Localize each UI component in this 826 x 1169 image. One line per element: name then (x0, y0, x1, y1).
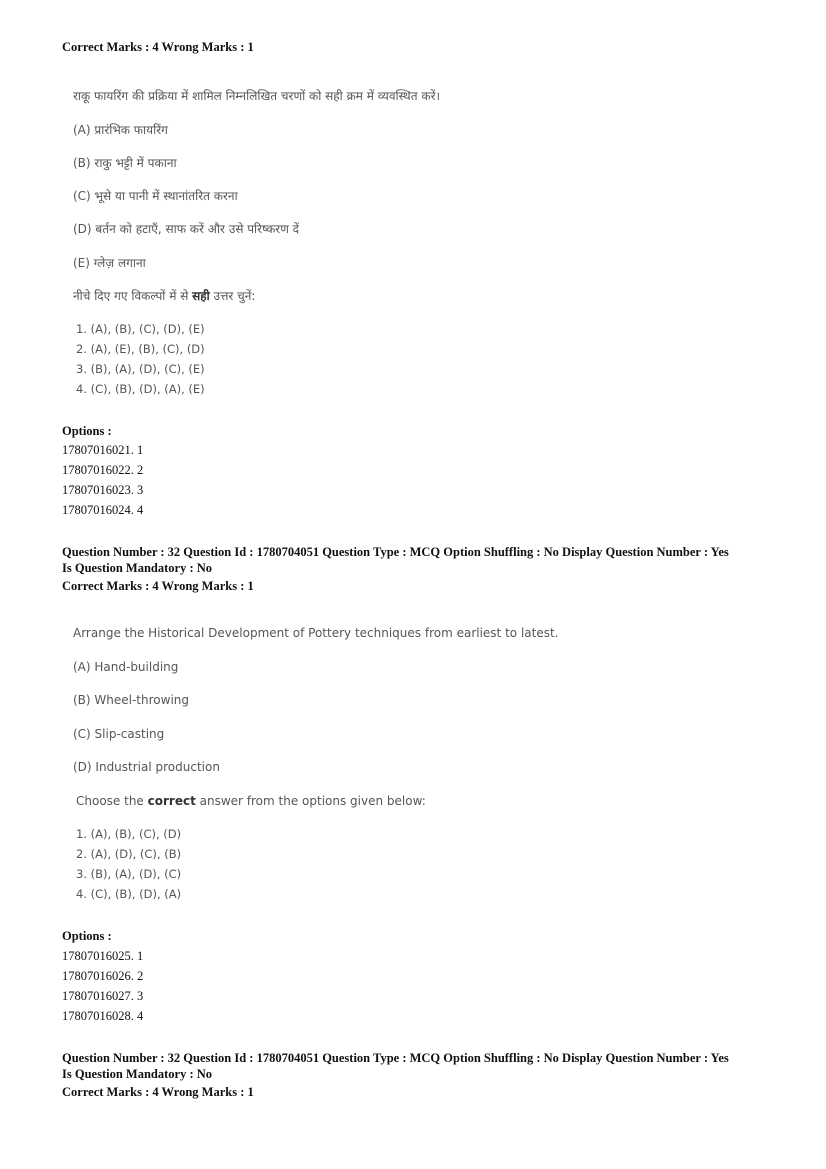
answer-choice: 3. (B), (A), (D), (C), (E) (76, 362, 205, 376)
option-id: 17807016027. 3 (62, 989, 144, 1003)
question-item: (B) राकु भट्टी में पकाना (73, 156, 177, 170)
options-label: Options : (62, 929, 112, 943)
option-id: 17807016023. 3 (62, 483, 144, 497)
question-stem: राकू फायरिंग की प्रक्रिया में शामिल निम्नलिखित चरणों को सही क्रम में व्यवस्थित करें। (73, 89, 441, 103)
question-item: (C) भूसे या पानी में स्थानांतरित करना (73, 189, 238, 203)
option-id: 17807016026. 2 (62, 969, 144, 983)
instruction-text: Choose the (76, 794, 148, 808)
question-instruction (76, 794, 426, 808)
question-item: (C) Slip-casting (73, 727, 165, 741)
question-marks: Correct Marks : 4 Wrong Marks : 1 (62, 579, 254, 593)
options-label: Options : (62, 424, 112, 438)
question-marks: Correct Marks : 4 Wrong Marks : 1 (62, 1085, 254, 1099)
option-id: 17807016024. 4 (62, 503, 144, 517)
instruction-text: उत्तर चुनें: (209, 289, 256, 303)
question-mandatory: Is Question Mandatory : No (62, 561, 213, 575)
option-id: 17807016028. 4 (62, 1009, 144, 1023)
answer-choice: 2. (A), (E), (B), (C), (D) (76, 342, 205, 356)
answer-choice: 3. (B), (A), (D), (C) (76, 867, 182, 881)
question-item: (A) Hand-building (73, 660, 179, 674)
top-marks: Correct Marks : 4 Wrong Marks : 1 (62, 40, 254, 54)
instruction-text: नीचे दिए गए विकल्पों में से (73, 289, 193, 303)
instruction-emphasis: correct (147, 794, 196, 808)
question-mandatory: Is Question Mandatory : No (62, 1067, 213, 1081)
instruction-emphasis: सही (192, 289, 210, 303)
option-id: 17807016025. 1 (62, 949, 144, 963)
question-instruction (73, 287, 255, 304)
answer-choice: 1. (A), (B), (C), (D), (E) (76, 322, 205, 336)
answer-choice: 4. (C), (B), (D), (A) (76, 887, 182, 901)
question-item: (D) बर्तन को हटाएँ, साफ करें और उसे परिष्करण दें (73, 222, 300, 236)
question-header: Question Number : 32 Question Id : 1780704051 Question Type : MCQ Option Shuffling : No Display Question Number : Yes (62, 1051, 729, 1065)
question-stem: Arrange the Historical Development of Pottery techniques from earliest to latest. (73, 626, 559, 640)
question-item: (A) प्रारंभिक फायरिंग (73, 123, 168, 137)
question-item: (D) Industrial production (73, 760, 220, 774)
option-id: 17807016021. 1 (62, 443, 144, 457)
question-header: Question Number : 32 Question Id : 1780704051 Question Type : MCQ Option Shuffling : No Display Question Number : Yes (62, 545, 729, 559)
answer-choice: 4. (C), (B), (D), (A), (E) (76, 382, 205, 396)
answer-choice: 2. (A), (D), (C), (B) (76, 847, 182, 861)
question-item: (E) ग्लेज़ लगाना (73, 256, 146, 270)
answer-choice: 1. (A), (B), (C), (D) (76, 827, 182, 841)
question-item: (B) Wheel-throwing (73, 693, 190, 707)
instruction-text: answer from the options given below: (195, 794, 426, 808)
option-id: 17807016022. 2 (62, 463, 144, 477)
